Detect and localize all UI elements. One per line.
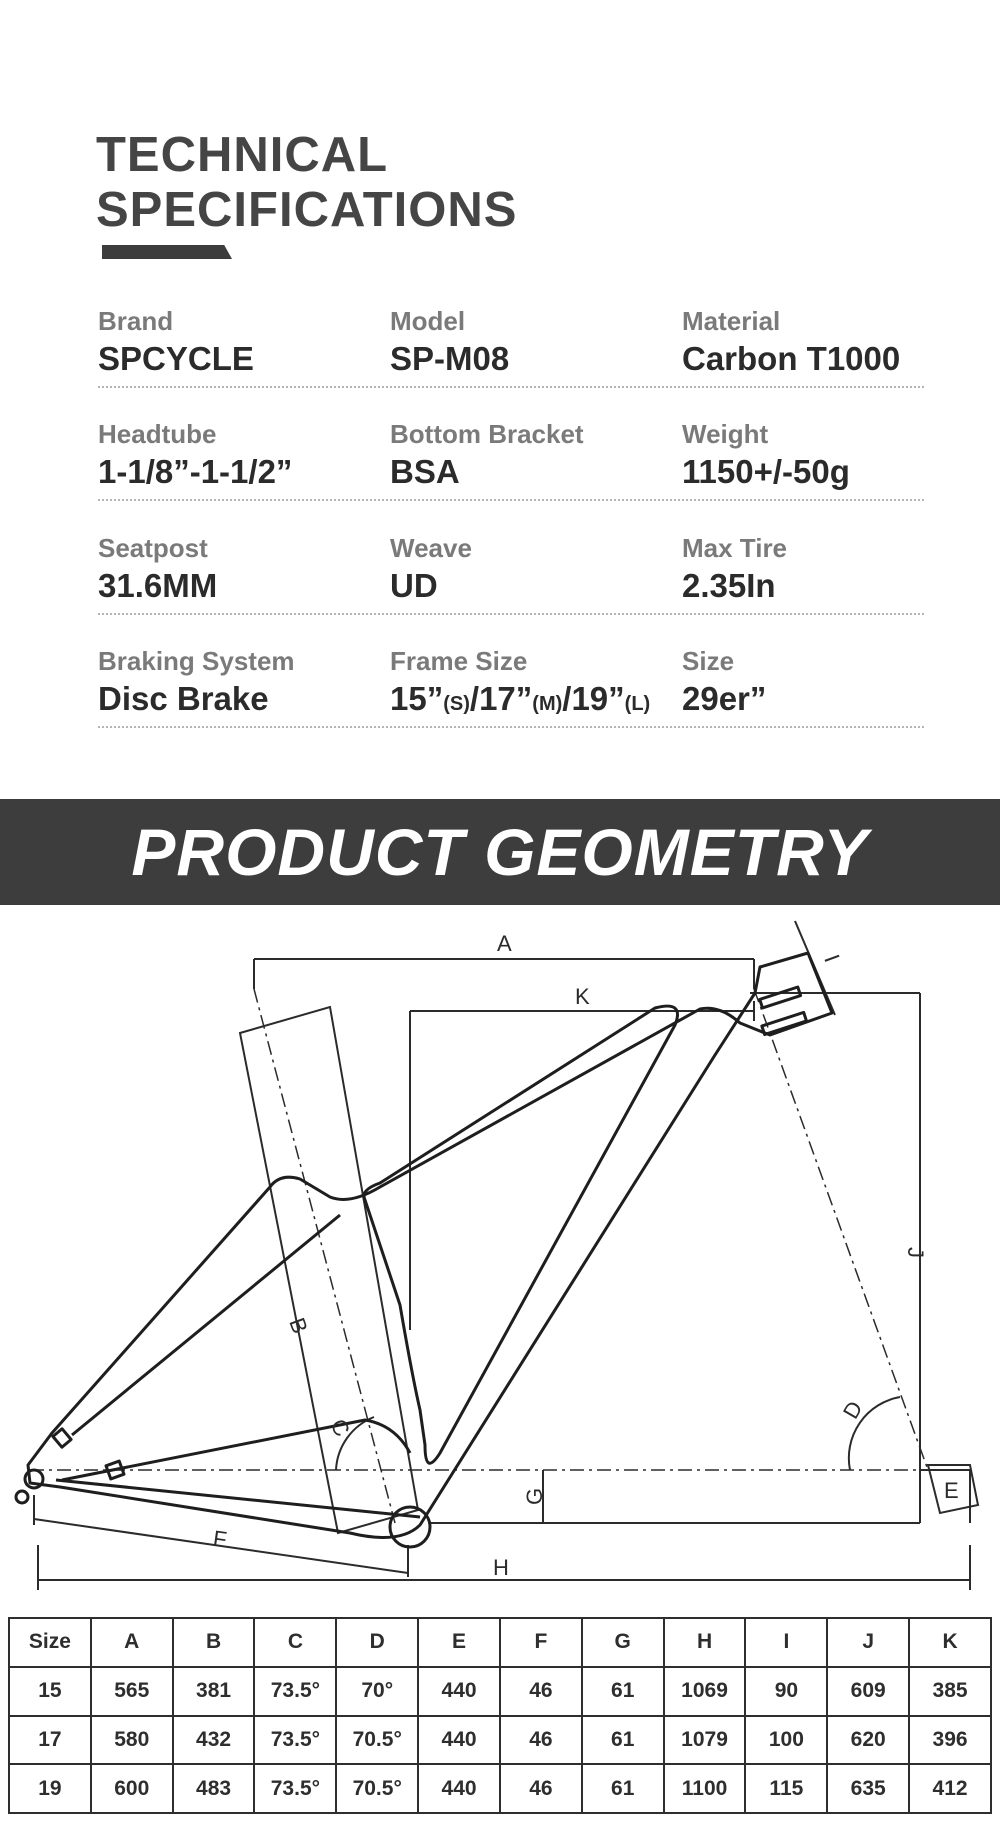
frame-size-l: 19” (571, 680, 625, 717)
spec-frame-size (390, 646, 650, 723)
table-cell: 73.5° (254, 1716, 336, 1765)
table-cell: 396 (909, 1716, 991, 1765)
table-cell: 580 (91, 1716, 173, 1765)
dropout (25, 1470, 43, 1488)
frame-size-l-tag: (L) (624, 693, 651, 715)
table-header-cell: B (173, 1618, 255, 1667)
table-header-cell: F (500, 1618, 582, 1667)
table-cell: 46 (500, 1716, 582, 1765)
seatstay (62, 1420, 410, 1480)
spec-label: Frame Size (390, 646, 528, 676)
spec-label: Size (682, 646, 735, 676)
table-cell: 440 (418, 1667, 500, 1716)
label-g: G (522, 1487, 547, 1505)
table-header-cell: A (91, 1618, 173, 1667)
table-cell: 1079 (664, 1716, 746, 1765)
table-cell: 440 (418, 1716, 500, 1765)
label-e: E (944, 1478, 959, 1503)
spec-value: 1-1/8”-1-1/2” (98, 453, 293, 490)
table-header-cell: G (582, 1618, 664, 1667)
frame-outline (28, 953, 832, 1538)
label-j: J (903, 1247, 928, 1258)
table-cell: 90 (745, 1667, 827, 1716)
table-cell: 70.5° (336, 1716, 418, 1765)
table-cell: 385 (909, 1667, 991, 1716)
table-cell: 635 (827, 1764, 909, 1813)
page-title (96, 128, 517, 238)
spec-label: Model (390, 306, 466, 336)
table-cell: 483 (173, 1764, 255, 1813)
spec-label: Braking System (98, 646, 295, 676)
spec-label: Bottom Bracket (390, 419, 584, 449)
table-header-cell: D (336, 1618, 418, 1667)
centerline-steering (754, 989, 928, 1470)
spec-value: UD (390, 567, 438, 604)
spec-value (390, 680, 650, 723)
frame-size-sep: / (562, 680, 572, 717)
table-cell: 565 (91, 1667, 173, 1716)
spec-seatpost (98, 533, 217, 605)
label-h: H (493, 1555, 509, 1580)
table-header-row (9, 1618, 991, 1667)
table-cell: 46 (500, 1764, 582, 1813)
dim-box-b (240, 1007, 418, 1533)
table-header-cell: K (909, 1618, 991, 1667)
seatstay-bridge (53, 1429, 71, 1447)
title-underline-bar (102, 245, 232, 259)
spec-value: 29er” (682, 680, 767, 717)
table-cell: 381 (173, 1667, 255, 1716)
frame-size-m-tag: (M) (532, 693, 563, 715)
spec-label: Max Tire (682, 533, 788, 563)
geometry-table (8, 1617, 992, 1814)
label-b: B (284, 1314, 313, 1337)
table-cell: 73.5° (254, 1667, 336, 1716)
spec-value: 1150+/-50g (682, 453, 850, 490)
spec-label: Seatpost (98, 533, 208, 563)
table-header-cell: I (745, 1618, 827, 1667)
table-cell: 73.5° (254, 1764, 336, 1813)
frame-size-s: 15” (390, 680, 444, 717)
table-cell: 17 (9, 1716, 91, 1765)
table-cell: 15 (9, 1667, 91, 1716)
spec-weight (682, 419, 850, 491)
spec-row-2 (98, 419, 924, 501)
table-cell: 115 (745, 1764, 827, 1813)
table-cell: 600 (91, 1764, 173, 1813)
table-row (9, 1764, 991, 1813)
table-cell: 432 (173, 1716, 255, 1765)
table-cell: 1100 (664, 1764, 746, 1813)
table-cell: 46 (500, 1667, 582, 1716)
table-cell: 61 (582, 1667, 664, 1716)
spec-value: Carbon T1000 (682, 340, 901, 377)
table-cell: 620 (827, 1716, 909, 1765)
label-c: C (325, 1414, 356, 1441)
spec-brand (98, 306, 254, 378)
spec-max-tire (682, 533, 787, 605)
banner-title: PRODUCT GEOMETRY (131, 815, 869, 889)
frame-geometry-diagram (0, 905, 1000, 1605)
spec-value: 31.6MM (98, 567, 218, 604)
frame-inner-triangle (364, 1006, 678, 1463)
table-cell: 19 (9, 1764, 91, 1813)
table-cell: 100 (745, 1716, 827, 1765)
spec-row-3 (98, 533, 924, 615)
spec-value: Disc Brake (98, 680, 269, 717)
headset-top (760, 987, 801, 1008)
table-cell: 70.5° (336, 1764, 418, 1813)
table-header-cell: C (254, 1618, 336, 1667)
frame-size-sep: / (469, 680, 480, 717)
spec-value: 2.35In (682, 567, 776, 604)
table-cell: 61 (582, 1716, 664, 1765)
table-header-cell: E (418, 1618, 500, 1667)
dropout-hanger (16, 1491, 28, 1503)
table-row (9, 1667, 991, 1716)
table-cell: 609 (827, 1667, 909, 1716)
table-header-cell: J (827, 1618, 909, 1667)
spec-braking-system (98, 646, 295, 718)
table-cell: 70° (336, 1667, 418, 1716)
geometry-banner (0, 799, 1000, 905)
label-d: D (837, 1396, 868, 1423)
table-cell: 412 (909, 1764, 991, 1813)
spec-label: Weight (682, 419, 769, 449)
chainstay (56, 1480, 420, 1517)
table-row (9, 1716, 991, 1765)
spec-label: Headtube (98, 419, 217, 449)
frame-size-s-tag: (S) (443, 693, 470, 715)
spec-weave (390, 533, 472, 605)
spec-model (390, 306, 509, 378)
label-f: F (211, 1525, 229, 1553)
spec-row-1 (98, 306, 924, 388)
spec-value: BSA (390, 453, 460, 490)
title-line-2: SPECIFICATIONS (96, 183, 518, 237)
table-cell: 1069 (664, 1667, 746, 1716)
label-i: I (819, 951, 845, 966)
spec-value: SP-M08 (390, 340, 510, 377)
spec-row-4 (98, 646, 924, 728)
label-a: A (497, 931, 512, 956)
table-header-cell: Size (9, 1618, 91, 1667)
title-line-1: TECHNICAL (96, 128, 389, 182)
spec-headtube (98, 419, 292, 491)
spec-label: Brand (98, 306, 174, 336)
spec-label: Material (682, 306, 781, 336)
table-cell: 61 (582, 1764, 664, 1813)
frame-size-m: 17” (479, 680, 533, 717)
spec-material (682, 306, 900, 378)
spec-bottom-bracket (390, 419, 584, 491)
label-k: K (575, 984, 590, 1009)
spec-size (682, 646, 766, 718)
table-cell: 440 (418, 1764, 500, 1813)
table-header-cell: H (664, 1618, 746, 1667)
spec-value: SPCYCLE (98, 340, 254, 377)
spec-label: Weave (390, 533, 472, 563)
